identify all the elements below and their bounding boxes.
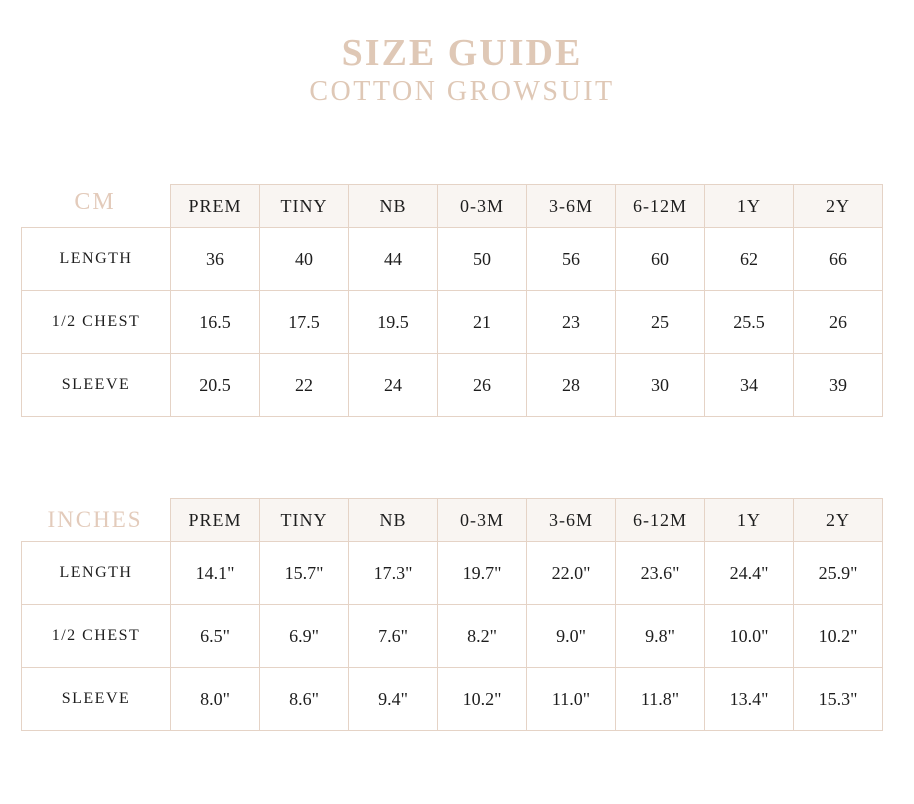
- table-header-row: [22, 499, 883, 542]
- table-cell: 24.4": [705, 542, 794, 605]
- column-header: PREM: [171, 499, 260, 542]
- table-row: [22, 668, 883, 731]
- column-header: 6-12M: [616, 499, 705, 542]
- table-cell: 21: [438, 291, 527, 354]
- table-cell: 8.2": [438, 605, 527, 668]
- cm-unit-label: CM: [74, 189, 116, 215]
- table-cell: 25: [616, 291, 705, 354]
- table-cell: 14.1": [171, 542, 260, 605]
- table-cell: 16.5: [171, 291, 260, 354]
- column-header: 3-6M: [527, 185, 616, 228]
- table-cell: 19.7": [438, 542, 527, 605]
- column-header: 3-6M: [527, 499, 616, 542]
- table-cell: 56: [527, 228, 616, 291]
- table-cell: 8.6": [260, 668, 349, 731]
- table-cell: 13.4": [705, 668, 794, 731]
- table-row: [22, 228, 883, 291]
- table-cell: 10.2": [438, 668, 527, 731]
- column-header: NB: [349, 185, 438, 228]
- table-cell: 7.6": [349, 605, 438, 668]
- page-title: SIZE GUIDE: [341, 32, 583, 74]
- column-header: 1Y: [705, 185, 794, 228]
- page-subtitle: COTTON GROWSUIT: [309, 76, 615, 107]
- table-cell: 19.5: [349, 291, 438, 354]
- table-cell: 10.2": [794, 605, 883, 668]
- table-cell: 40: [260, 228, 349, 291]
- row-label: 1/2 CHEST: [22, 605, 171, 668]
- table-cell: 25.9": [794, 542, 883, 605]
- column-header: PREM: [171, 185, 260, 228]
- table-cell: 62: [705, 228, 794, 291]
- table-cell: 9.4": [349, 668, 438, 731]
- table-cell: 10.0": [705, 605, 794, 668]
- table-cell: 11.0": [527, 668, 616, 731]
- table-cell: 36: [171, 228, 260, 291]
- table-cell: 34: [705, 354, 794, 417]
- column-header: 2Y: [794, 185, 883, 228]
- row-label: 1/2 CHEST: [22, 291, 171, 354]
- table-cell: 15.3": [794, 668, 883, 731]
- row-label: SLEEVE: [22, 668, 171, 731]
- table-cell: 28: [527, 354, 616, 417]
- table-cell: 9.8": [616, 605, 705, 668]
- table-cell: 9.0": [527, 605, 616, 668]
- table-cell: 22: [260, 354, 349, 417]
- row-label: LENGTH: [22, 228, 171, 291]
- cm-size-table: [21, 184, 883, 417]
- table-cell: 26: [438, 354, 527, 417]
- table-cell: 22.0": [527, 542, 616, 605]
- table-cell: 25.5: [705, 291, 794, 354]
- table-cell: 60: [616, 228, 705, 291]
- inches-size-table: [21, 498, 883, 731]
- table-cell: 39: [794, 354, 883, 417]
- column-header: 0-3M: [438, 499, 527, 542]
- table-cell: 23.6": [616, 542, 705, 605]
- table-cell: 11.8": [616, 668, 705, 731]
- table-row: [22, 605, 883, 668]
- table-cell: 17.5: [260, 291, 349, 354]
- table-cell: 17.3": [349, 542, 438, 605]
- table-row: [22, 291, 883, 354]
- table-cell: 24: [349, 354, 438, 417]
- row-label: SLEEVE: [22, 354, 171, 417]
- table-cell: 30: [616, 354, 705, 417]
- table-cell: 44: [349, 228, 438, 291]
- column-header: NB: [349, 499, 438, 542]
- column-header: 6-12M: [616, 185, 705, 228]
- table-cell: 6.9": [260, 605, 349, 668]
- table-row: [22, 354, 883, 417]
- table-cell: 6.5": [171, 605, 260, 668]
- column-header: 0-3M: [438, 185, 527, 228]
- row-label: LENGTH: [22, 542, 171, 605]
- table-cell: 23: [527, 291, 616, 354]
- column-header: TINY: [260, 185, 349, 228]
- table-cell: 50: [438, 228, 527, 291]
- table-cell: 26: [794, 291, 883, 354]
- table-cell: 8.0": [171, 668, 260, 731]
- table-cell: 15.7": [260, 542, 349, 605]
- table-corner: [22, 499, 171, 542]
- inches-unit-label: INCHES: [47, 507, 143, 532]
- column-header: TINY: [260, 499, 349, 542]
- table-row: [22, 542, 883, 605]
- table-corner: [22, 185, 171, 228]
- table-cell: 20.5: [171, 354, 260, 417]
- column-header: 1Y: [705, 499, 794, 542]
- table-header-row: [22, 185, 883, 228]
- table-cell: 66: [794, 228, 883, 291]
- column-header: 2Y: [794, 499, 883, 542]
